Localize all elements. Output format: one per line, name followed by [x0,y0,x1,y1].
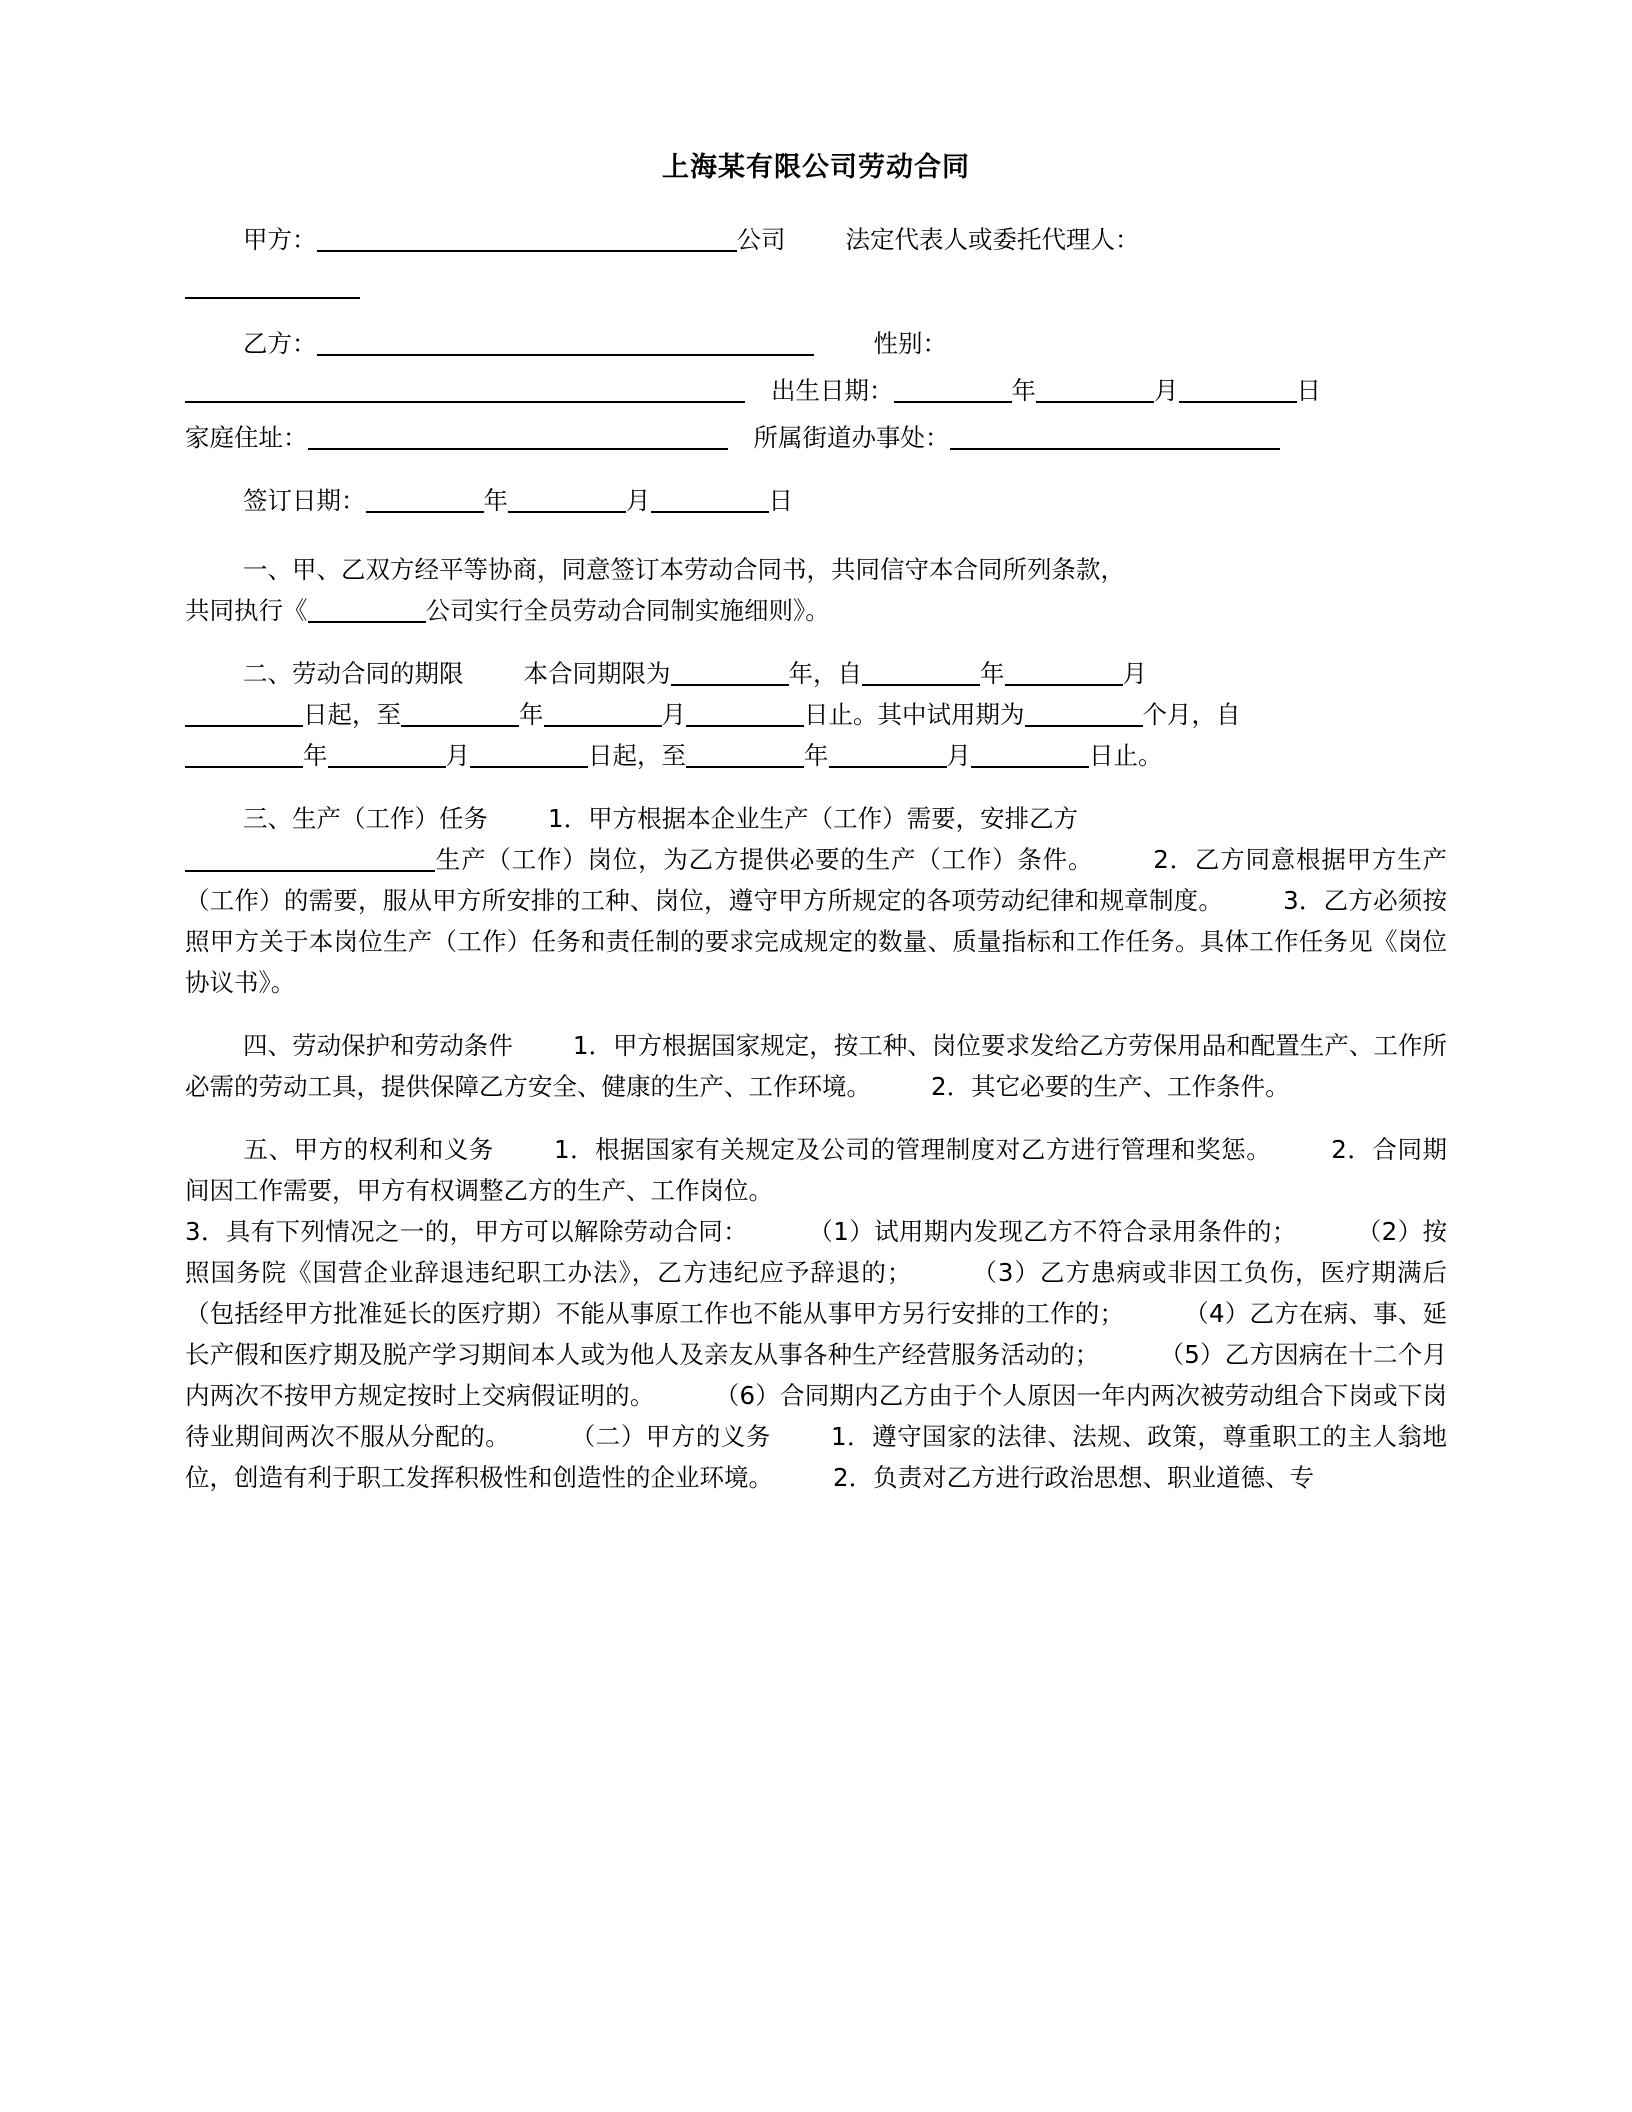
term-start-year-blank[interactable] [862,658,980,686]
term-years-blank[interactable] [671,658,789,686]
section-5-paragraph [185,1129,1447,1498]
year-unit: 年 [483,486,508,516]
page-title: 上海某有限公司劳动合同 [662,152,970,183]
section-2 [185,653,1447,776]
sign-month-blank[interactable] [508,485,626,513]
party-a-label: 甲方： [243,225,317,255]
section-2-text-2: 年，自 [788,659,862,689]
month-unit: 月 [626,486,651,516]
address-label: 家庭住址： [185,423,308,453]
party-b-label: 乙方： [243,329,317,359]
term-end-month-blank[interactable] [544,699,662,727]
spacer [185,1119,1447,1129]
section-5-item-2: 2．合同期间因工作需要，甲方有权调整乙方的生产、工作岗位。 [185,1135,1447,1206]
gender-blank[interactable] [185,375,745,403]
street-office-label: 所属街道办事处： [753,423,950,453]
section-2-text-3: 年 [980,659,1005,689]
term-start-month-blank[interactable] [1005,658,1123,686]
section-4 [185,1025,1447,1107]
day-unit: 日 [768,486,793,516]
section-2-text-14: 月 [946,741,971,771]
address-blank[interactable] [308,422,728,450]
section-2-text-12: 日起，至 [588,741,686,771]
party-b-name-blank[interactable] [317,328,814,356]
section-2-paragraph [185,653,1447,776]
section-5-duty-1: 1．遵守国家的法律、法规、政策，尊重职工的主人翁地位，创造有利于职工发挥积极性和创造性的企业环境。 [185,1422,1448,1493]
legal-rep-blank[interactable] [185,271,360,299]
section-1-line-1: 一、甲、乙双方经平等协商，同意签订本劳动合同书，共同信守本合同所列条款， [243,555,1125,585]
section-1-company-blank[interactable] [308,595,426,623]
section-4-item-2: 2．其它必要的生产、工作条件。 [931,1072,1290,1102]
section-5-part-2-label: （二）甲方的义务 [570,1422,771,1452]
section-2-text-1: 本合同期限为 [523,659,671,689]
spacer [185,527,1447,549]
section-2-text-11: 月 [445,741,470,771]
birth-day-blank[interactable] [1179,375,1297,403]
section-5-duty-2: 2．负责对乙方进行政治思想、职业道德、专 [833,1463,1315,1493]
address-line [185,417,1447,458]
section-1-line-3: 公司实行全员劳动合同制实施细则》。 [425,596,830,626]
spacer [185,464,1447,480]
section-4-item-1: 1．甲方根据国家规定，按工种、岗位要求发给乙方劳保用品和配置生产、工作所必需的劳动工具，提供保障乙方安全、健康的生产、工作环境。 [185,1031,1447,1102]
sign-year-blank[interactable] [366,485,484,513]
section-5-sub-6: （6）合同期内乙方由于个人原因一年内两次被劳动组合下岗或下岗待业期间两次不服从分配的。 [185,1381,1448,1452]
section-1-paragraph [185,549,1447,631]
section-2-text-6: 年 [519,700,544,730]
party-a-rep-line [185,266,1447,307]
company-suffix: 公司 [736,225,786,255]
section-5-sub-2: （2）按照国务院《国营企业辞退违纪职工办法》，乙方违纪应予辞退的； [185,1217,1447,1288]
section-2-text-9: 个月，自 [1142,700,1241,730]
section-3-item-2: 2．乙方同意根据甲方生产（工作）的需要，服从甲方所安排的工种、岗位，遵守甲方所规定的各项劳动纪律和规章制度。 [185,845,1447,916]
term-start-day-blank[interactable] [185,699,303,727]
probation-start-year-blank[interactable] [185,740,303,768]
section-2-title: 二、劳动合同的期限 [243,659,464,689]
section-5-sub-1: （1）试用期内发现乙方不符合录用条件的； [808,1217,1297,1247]
section-5-sub-5: （5）乙方因病在十二个月内两次不按甲方规定按时上交病假证明的。 [185,1340,1448,1411]
probation-start-month-blank[interactable] [328,740,446,768]
day-unit: 日 [1296,376,1321,406]
section-5 [185,1129,1447,1498]
section-5-item-1: 1．根据国家有关规定及公司的管理制度对乙方进行管理和奖惩。 [553,1135,1272,1165]
section-3 [185,798,1447,1003]
probation-end-year-blank[interactable] [686,740,804,768]
section-5-item-3: 3．具有下列情况之一的，甲方可以解除劳动合同： [185,1217,749,1247]
term-end-day-blank[interactable] [686,699,804,727]
section-3-item-1-pre: 1．甲方根据本企业生产（工作）需要，安排乙方 [548,804,1079,834]
party-b-line [185,323,1447,364]
spacer [185,313,1447,323]
party-a-name-blank[interactable] [317,224,737,252]
birth-label: 出生日期： [771,376,894,406]
birth-line [185,370,1447,411]
spacer [185,788,1447,798]
section-1-line-2: 共同执行《 [185,596,308,626]
section-3-paragraph [185,798,1447,1003]
section-3-item-3: 3．乙方必须按照甲方关于本岗位生产（工作）任务和责任制的要求完成规定的数量、质量指标和工作任务。具体工作任务见《岗位协议书》。 [185,886,1447,998]
probation-end-day-blank[interactable] [971,740,1089,768]
spacer [185,1015,1447,1025]
contract-header-block [185,219,1447,521]
probation-months-blank[interactable] [1025,699,1143,727]
section-4-title: 四、劳动保护和劳动条件 [243,1031,513,1061]
term-end-year-blank[interactable] [401,699,519,727]
section-4-paragraph [185,1025,1447,1107]
spacer [185,643,1447,653]
section-2-text-15: 日止。 [1089,741,1163,771]
sign-date-line [185,480,1447,521]
section-2-text-4: 月 [1122,659,1147,689]
street-office-blank[interactable] [950,422,1280,450]
section-3-title: 三、生产（工作）任务 [243,804,488,834]
section-5-sub-4: （4）乙方在病、事、延长产假和医疗期及脱产学习期间本人或为他人及亲友从事各种生产经营服务活动的； [185,1299,1448,1370]
section-2-text-10: 年 [303,741,328,771]
birth-year-blank[interactable] [894,375,1012,403]
section-2-text-7: 月 [661,700,686,730]
section-2-text-13: 年 [804,741,829,771]
year-unit: 年 [1011,376,1036,406]
section-2-text-8: 日止。其中试用期为 [804,700,1025,730]
sign-date-label: 签订日期： [243,486,366,516]
sign-day-blank[interactable] [651,485,769,513]
legal-rep-label: 法定代表人或委托代理人： [845,225,1140,255]
gender-label: 性别： [873,329,947,359]
party-a-line [185,219,1447,260]
probation-start-day-blank[interactable] [470,740,588,768]
probation-end-month-blank[interactable] [829,740,947,768]
section-1 [185,549,1447,631]
post-position-blank[interactable] [185,844,435,872]
section-5-sub-3: （3）乙方患病或非因工负伤，医疗期满后（包括经甲方批准延长的医疗期）不能从事原工作也不能从事甲方另行安排的工作的； [185,1258,1447,1329]
section-3-item-1-post: 生产（工作）岗位，为乙方提供必要的生产（工作）条件。 [435,845,1094,875]
section-2-text-5: 日起，至 [303,700,401,730]
month-unit: 月 [1154,376,1179,406]
section-5-title: 五、甲方的权利和义务 [243,1135,494,1165]
birth-month-blank[interactable] [1036,375,1154,403]
